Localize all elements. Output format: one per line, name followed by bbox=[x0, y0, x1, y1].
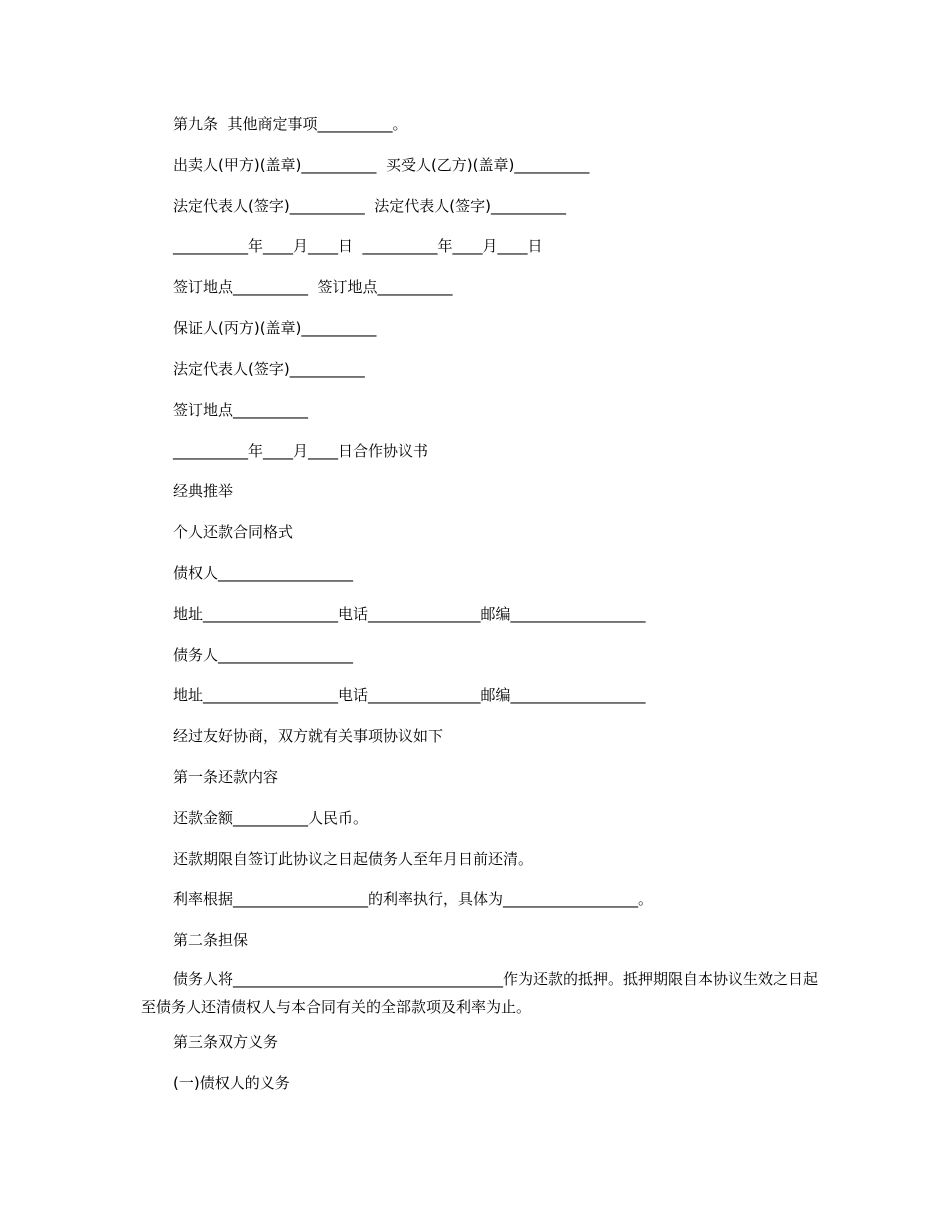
interest-line: 利率根据__________________的利率执行，具体为__________________。 bbox=[173, 890, 654, 908]
legal-rep-sign-line: 法定代表人(签字)__________ 法定代表人(签字)__________ bbox=[173, 197, 566, 215]
contract-title: 个人还款合同格式 bbox=[173, 523, 294, 541]
amount-line: 还款金额__________人民币。 bbox=[173, 809, 369, 827]
article-1-heading: 第一条还款内容 bbox=[173, 768, 279, 786]
collateral-paragraph-text: 债务人将____________________________________作为还款的抵押。抵押期限自本协议生效之日起至债务人还清债权人与本合同有关的全部款项及利率为止。 bbox=[141, 970, 819, 1016]
creditor-address-line: 地址__________________电话_______________邮编__________________ bbox=[173, 605, 646, 623]
guarantor-sign-place-line: 签订地点__________ bbox=[173, 401, 309, 419]
article-3-heading: 第三条双方义务 bbox=[173, 1033, 279, 1051]
article-2-heading: 第二条担保 bbox=[173, 931, 249, 949]
creditor-line: 债权人__________________ bbox=[173, 564, 354, 582]
article-9-line: 第九条 其他商定事项__________。 bbox=[173, 115, 408, 133]
recommend-heading: 经典推举 bbox=[173, 482, 234, 500]
debtor-address-line: 地址__________________电话_______________邮编__________________ bbox=[173, 686, 646, 704]
guarantor-seal-line: 保证人(丙方)(盖章)__________ bbox=[173, 319, 377, 337]
guarantor-legal-rep-line: 法定代表人(签字)__________ bbox=[173, 360, 365, 378]
creditor-duty-heading: (一)债权人的义务 bbox=[173, 1074, 290, 1092]
collateral-paragraph bbox=[141, 965, 821, 1021]
term-line: 还款期限自签订此协议之日起债务人至年月日前还清。 bbox=[173, 850, 534, 868]
sign-place-line: 签订地点__________ 签订地点__________ bbox=[173, 278, 453, 296]
date-agreement-line: __________年____月____日合作协议书 bbox=[173, 442, 429, 460]
debtor-line: 债务人__________________ bbox=[173, 646, 354, 664]
date-line: __________年____月____日 __________年____月____日 bbox=[173, 237, 543, 255]
seller-buyer-seal-line: 出卖人(甲方)(盖章)__________ 买受人(乙方)(盖章)__________ bbox=[173, 156, 590, 174]
intro-line: 经过友好协商，双方就有关事项协议如下 bbox=[173, 727, 444, 745]
